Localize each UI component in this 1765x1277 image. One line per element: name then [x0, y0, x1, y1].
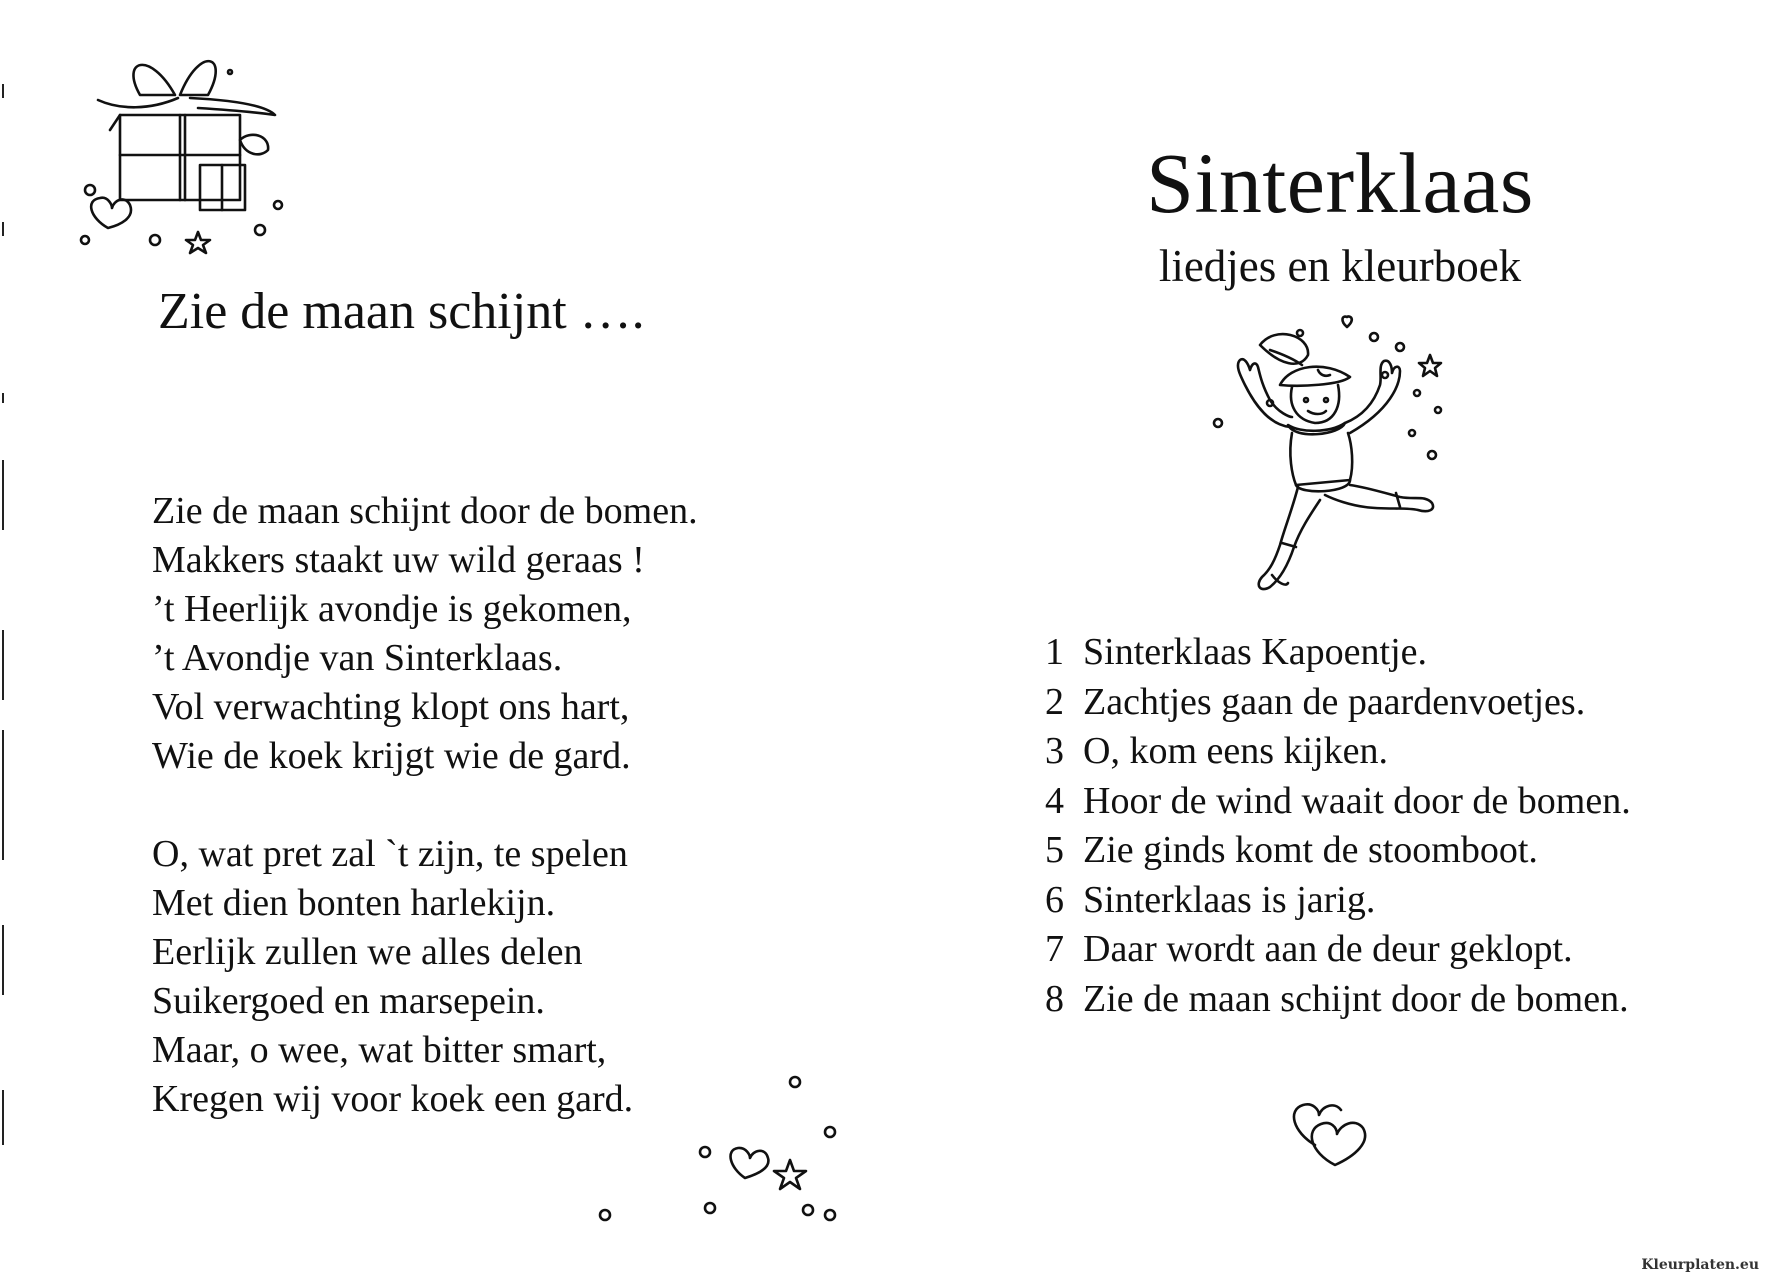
song-title: O, kom eens kijken.: [1083, 730, 1389, 772]
stanza-1: [152, 487, 698, 781]
song-item: [1045, 777, 1631, 827]
poem-line: ’t Heerlijk avondje is gekomen,: [152, 588, 632, 630]
song-number: 2: [1045, 680, 1064, 723]
song-item: [1045, 876, 1631, 926]
double-heart-icon: [1285, 1090, 1385, 1170]
cover-subtitle: liedjes en kleurboek: [1158, 241, 1522, 291]
song-number: 8: [1045, 977, 1064, 1020]
gift-box-icon: [80, 40, 300, 250]
poem-title: Zie de maan schijnt ….: [158, 283, 645, 340]
song-title: Sinterklaas Kapoentje.: [1083, 631, 1428, 673]
song-title: Daar wordt aan de deur geklopt.: [1083, 928, 1573, 970]
song-number: 6: [1045, 878, 1064, 921]
poem-line: Met dien bonten harlekijn.: [152, 882, 556, 924]
song-number: 7: [1045, 928, 1064, 970]
song-number: 1: [1045, 631, 1064, 673]
song-item: [1045, 678, 1631, 728]
song-number: 3: [1045, 730, 1064, 772]
song-number: 5: [1045, 829, 1064, 871]
jester-piet-illustration: [1200, 315, 1460, 615]
song-item: [1045, 826, 1631, 876]
cover-title: Sinterklaas: [1146, 135, 1534, 231]
scan-mark: [2, 222, 4, 236]
poem-line: Wie de koek krijgt wie de gard.: [152, 735, 631, 777]
stanza-2: [152, 830, 633, 1124]
poem-line: Suikergoed en marsepein.: [152, 980, 545, 1022]
scan-mark: [2, 460, 4, 530]
scan-mark: [2, 925, 4, 995]
song-title: Sinterklaas is jarig.: [1083, 878, 1376, 921]
heart-star-confetti-icon: [590, 1070, 850, 1230]
song-item: [1045, 628, 1631, 678]
scan-mark: [2, 630, 4, 700]
poem-line: Makkers staakt uw wild geraas !: [152, 539, 645, 581]
poem-line: Eerlijk zullen we alles delen: [152, 931, 583, 973]
song-item: [1045, 727, 1631, 777]
song-list: [1045, 628, 1631, 1024]
poem-line: O, wat pret zal `t zijn, te spelen: [152, 833, 628, 875]
song-number: 4: [1045, 779, 1064, 822]
song-title: Zachtjes gaan de paardenvoetjes.: [1083, 680, 1586, 723]
song-title: Hoor de wind waait door de bomen.: [1083, 779, 1631, 822]
poem-line: Vol verwachting klopt ons hart,: [152, 686, 630, 728]
scan-mark: [2, 393, 4, 403]
poem-line: ’t Avondje van Sinterklaas.: [152, 637, 563, 679]
scan-mark: [2, 84, 4, 98]
scan-mark: [2, 730, 4, 860]
site-credit: Kleurplaten.eu: [1641, 1257, 1759, 1273]
song-title: Zie ginds komt de stoomboot.: [1083, 829, 1538, 871]
poem-line: Zie de maan schijnt door de bomen.: [152, 490, 698, 532]
song-title: Zie de maan schijnt door de bomen.: [1083, 977, 1629, 1020]
scan-mark: [2, 1090, 4, 1145]
song-item: [1045, 975, 1631, 1025]
poem-line: Kregen wij voor koek een gard.: [152, 1078, 634, 1120]
song-item: [1045, 925, 1631, 975]
poem-line: Maar, o wee, wat bitter smart,: [152, 1029, 607, 1071]
